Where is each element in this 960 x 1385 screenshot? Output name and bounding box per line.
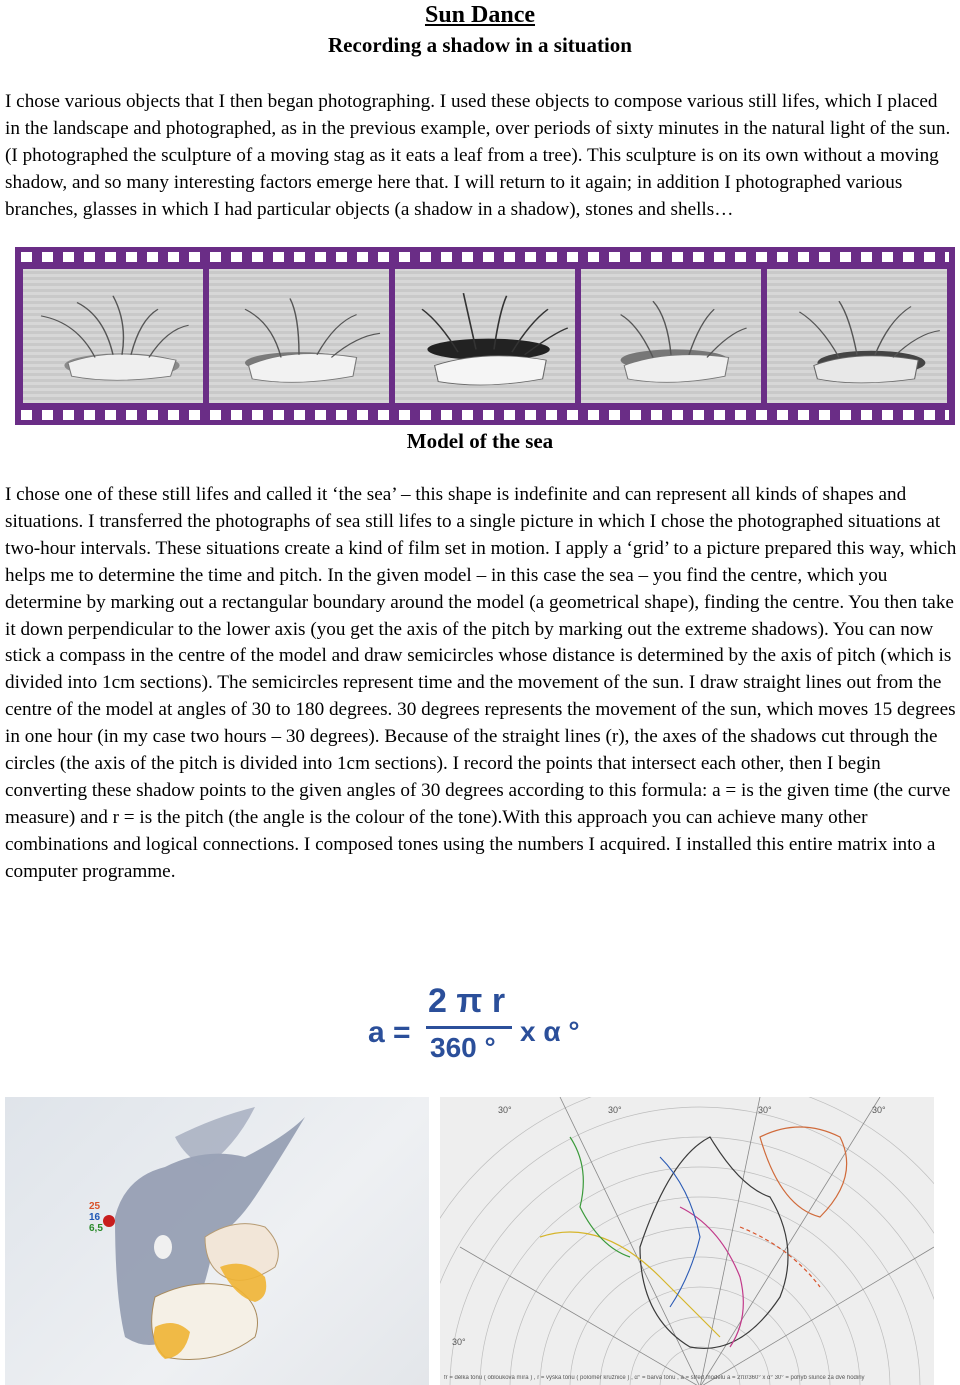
measurement-values (89, 1201, 103, 1234)
page-title: Sun Dance (424, 2, 536, 28)
diagram-legend: fr = délka tónu ( oblouková míra ) , r = výška tónu ( poloměr kružnice ) , α° = barva tónu , a = střed modelu a = 2πr/360° x α° 30° = pohyb slunce za dvě hodiny (444, 1375, 865, 1381)
formula-numerator: 2 π r (428, 982, 506, 1020)
angle-label: 30° (758, 1105, 772, 1115)
formula-denominator: 360 ° (430, 1032, 496, 1063)
value-label: 6,5 (89, 1223, 103, 1234)
film-frame (581, 269, 761, 403)
page-subtitle: Recording a shadow in a situation (328, 33, 632, 57)
sea-model-paragraph: I chose one of these still lifes and called it ‘the sea’ – this shape is indefinite and can represent all kinds of shapes and situations. I transferred the photographs of sea still lifes to a single picture in which I chose the photographed situations at two-hour intervals. These situations create a kind of film set in motion. I apply a ‘grid’ to a picture prepared this way, which helps me to determine the time and pitch. In the given model – in this case the sea – you find the centre, which you determine by marking out a rectangular boundary around the model (a geometrical shape), finding the centre. You then take it down perpendicular to the lower axis (you get the axis of the pitch by marking out the extreme shadows). You can now stick a compass in the centre of the model and draw semicircles whose distance is determined by the axis of pitch (which is divided into 1cm sections). The semicircles represent time and the movement of the sun. I draw straight lines out from the centre of the model at angles of 30 to 180 degrees. 30 degrees represents the movement of the sun, which moves 15 degrees in one hour (in my case two hours – 30 degrees). Because of the straight lines (r), the axes of the shadows cut through the circles (the axis of the pitch is divided into 1cm sections). I record the points that intersect each other, then I begin converting these shadow points to the given angles of 30 degrees according to this formula: a = is the given time (the curve measure) and r = is the pitch (the angle is the colour of the tone).With this approach you can achieve many other combinations and logical connections. I composed tones using the numbers I acquired. I installed this entire matrix into a computer programme. (5, 484, 957, 882)
grid-diagram-image (440, 1097, 934, 1385)
intro-paragraph: I chose various objects that I then began photographing. I used these objects to compose various still lifes, which I placed in the landscape and photographed, as in the previous example, over periods of sixty minutes in the natural light of the sun. (I photographed the sculpture of a moving stag as it eats a leaf from a tree). This sculpture is on its own without a moving shadow, and so many interesting factors emerge here that. I will return to it again; in addition I photographed various branches, glasses in which I had particular objects (a shadow in a shadow), stones and shells… (5, 91, 951, 220)
film-perforations-bottom (21, 410, 949, 420)
film-frame (209, 269, 389, 403)
angle-label: 30° (608, 1105, 622, 1115)
angle-label: 30° (872, 1105, 886, 1115)
angle-label: 30° (498, 1105, 512, 1115)
film-frame (767, 269, 947, 403)
formula-image (368, 982, 608, 1072)
fraction-bar (426, 1026, 512, 1029)
value-label: 16 (89, 1212, 101, 1223)
value-label: 25 (89, 1201, 101, 1212)
section-heading: Model of the sea (406, 429, 554, 453)
formula-lhs: a = (368, 1016, 411, 1049)
film-frame (395, 269, 575, 403)
film-strip-image (15, 247, 955, 425)
film-perforations-top (21, 252, 949, 262)
shadow-photo-image (5, 1097, 429, 1385)
angle-label: 30° (452, 1337, 466, 1347)
formula-multiplier: x α ° (520, 1016, 580, 1047)
film-frame (23, 269, 203, 403)
